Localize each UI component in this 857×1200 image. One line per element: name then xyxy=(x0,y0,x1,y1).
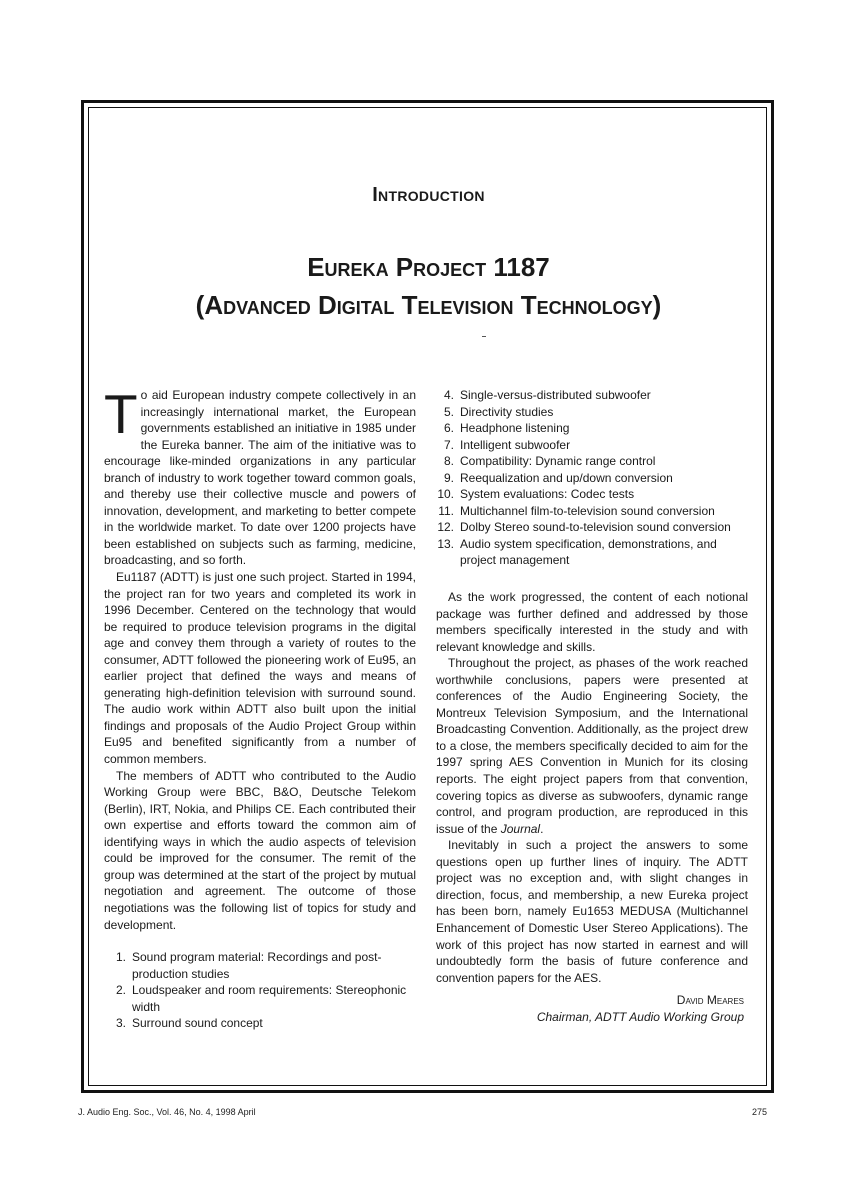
journal-name: Journal xyxy=(500,821,541,836)
list-number: 7. xyxy=(443,437,454,452)
list-number: 6. xyxy=(443,421,454,436)
list-number: 2. xyxy=(115,983,126,998)
list-item xyxy=(436,453,748,470)
list-number: 5. xyxy=(443,404,454,419)
topic-list-left xyxy=(104,949,416,1032)
list-number: 1. xyxy=(115,950,126,965)
list-text: Directivity studies xyxy=(460,404,554,419)
decorative-dash xyxy=(482,336,486,337)
list-item xyxy=(436,503,748,520)
list-item xyxy=(436,536,748,569)
left-column xyxy=(104,383,416,1032)
list-item xyxy=(108,1015,416,1032)
list-text: Multichannel film-to-television sound conversion xyxy=(460,503,715,518)
list-item xyxy=(436,437,748,454)
list-number: 9. xyxy=(443,470,454,485)
list-text: Single-versus-distributed subwoofer xyxy=(460,388,651,402)
list-item xyxy=(436,486,748,503)
list-item xyxy=(436,470,748,487)
signature-name: David Meares xyxy=(676,993,744,1008)
page-number: 275 xyxy=(752,1107,768,1117)
list-text: Audio system specification, demonstrations, and project management xyxy=(460,536,717,568)
list-number: 3. xyxy=(115,1016,126,1031)
right-column xyxy=(436,387,748,1025)
article-title xyxy=(0,248,857,324)
paragraph-1-text: o aid European industry compete collectively in an increasingly international market, the European governments established an initiative in 1985 under the Eureka banner. The aim of the initiative was to encourage like-minded organizations in any particular branch of industry to work together toward common goals, and thereby use their collective muscle and powers of innovation, development, and marketing to better compete in the worldwide market. To date over 1200 projects have been established on subjects such as farming, medicine, broadcasting, and so forth. xyxy=(104,388,416,568)
list-text: Headphone listening xyxy=(460,421,570,436)
paragraph-right-1: As the work progressed, the content of each notional package was further defined and addressed by those members specifically interested in the study and with relevant knowledge and skills. xyxy=(436,590,748,654)
list-number: 12. xyxy=(437,520,454,535)
list-item xyxy=(436,519,748,536)
footer-citation: J. Audio Eng. Soc., Vol. 46, No. 4, 1998 April xyxy=(78,1107,256,1117)
list-number: 8. xyxy=(443,454,454,469)
list-item xyxy=(436,404,748,421)
list-text: Loudspeaker and room requirements: Stereophonic width xyxy=(132,983,407,1014)
paragraph-2: Eu1187 (ADTT) is just one such project. Started in 1994, the project ran for two years and completed its work in 1996 December. Centered on the technology that would be required to produce television programs in the digital age and convey them through a variety of routes to the consumer, ADTT followed the pioneering work of Eu95, an earlier project that defined the ways and means of generating high-definition television with surround sound. The audio work within ADTT also built upon the initial findings and proposals of the Audio Project Group within Eu95 and benefited significantly from a number of common members. xyxy=(104,570,416,767)
journal-period: . xyxy=(540,821,544,836)
list-item xyxy=(108,982,416,1015)
list-text: Surround sound concept xyxy=(132,1016,263,1031)
section-heading: Introduction xyxy=(372,184,485,206)
title-line-1: Eureka Project 1187 xyxy=(307,252,550,282)
paragraph-3: The members of ADTT who contributed to the Audio Working Group were BBC, B&O, Deutsche Telekom (Berlin), IRT, Nokia, and Philips CE. Each contributed their own expertise and efforts toward the common aim of identifying ways in which the audio aspects of television could be improved for the consumer. The remit of the group was determined at the start of the project by mutual negotiation and agreement. The outcome of those negotiations was the following list of topics for study and development. xyxy=(104,768,416,932)
signature-block xyxy=(436,992,748,1025)
list-text: Intelligent subwoofer xyxy=(460,437,571,452)
paragraph-1 xyxy=(104,383,416,569)
list-item xyxy=(436,420,748,437)
signature-role: Chairman, ADTT Audio Working Group xyxy=(536,1009,744,1024)
list-item xyxy=(108,949,416,982)
list-text: Sound program material: Recordings and post-production studies xyxy=(132,950,382,981)
list-text: Reequalization and up/down conversion xyxy=(460,470,673,485)
list-item xyxy=(436,387,748,404)
list-number: 13. xyxy=(437,536,454,551)
list-text: System evaluations: Codec tests xyxy=(460,487,635,502)
list-number: 10. xyxy=(437,487,454,502)
drop-cap: T xyxy=(104,383,138,445)
list-text: Compatibility: Dynamic range control xyxy=(460,454,656,469)
paragraph-right-3: Inevitably in such a project the answers to some questions open up further lines of inquiry. The ADTT project was no exception and, with slight changes in direction, focus, and membership, a new Eureka project has been born, namely Eu1653 MEDUSA (Multichannel Enhancement of Domestic User Stereo Applications). The work of this project has now started in earnest and will undoubtedly form the basis of future conference and convention papers for the AES. xyxy=(436,838,748,985)
list-text: Dolby Stereo sound-to-television sound conversion xyxy=(460,520,731,535)
paragraph-right-2 xyxy=(436,655,748,837)
paragraph-right-2-text: Throughout the project, as phases of the work reached worthwhile conclusions, papers were presented at conferences of the Audio Engineering Society, the Montreux Television Symposium, and the International Broadcasting Convention. Additionally, as the project drew to a close, the members specifically decided to aim for the 1997 spring AES Convention in Munich for its closing reports. The eight project papers from that convention, covering topics as diverse as subwoofers, dynamic range control, and program production, are reproduced in this issue of the xyxy=(436,656,748,836)
list-number: 4. xyxy=(443,388,454,402)
list-number: 11. xyxy=(438,503,454,518)
title-line-2: (Advanced Digital Television Technology) xyxy=(195,290,662,320)
topic-list-right xyxy=(436,387,748,569)
